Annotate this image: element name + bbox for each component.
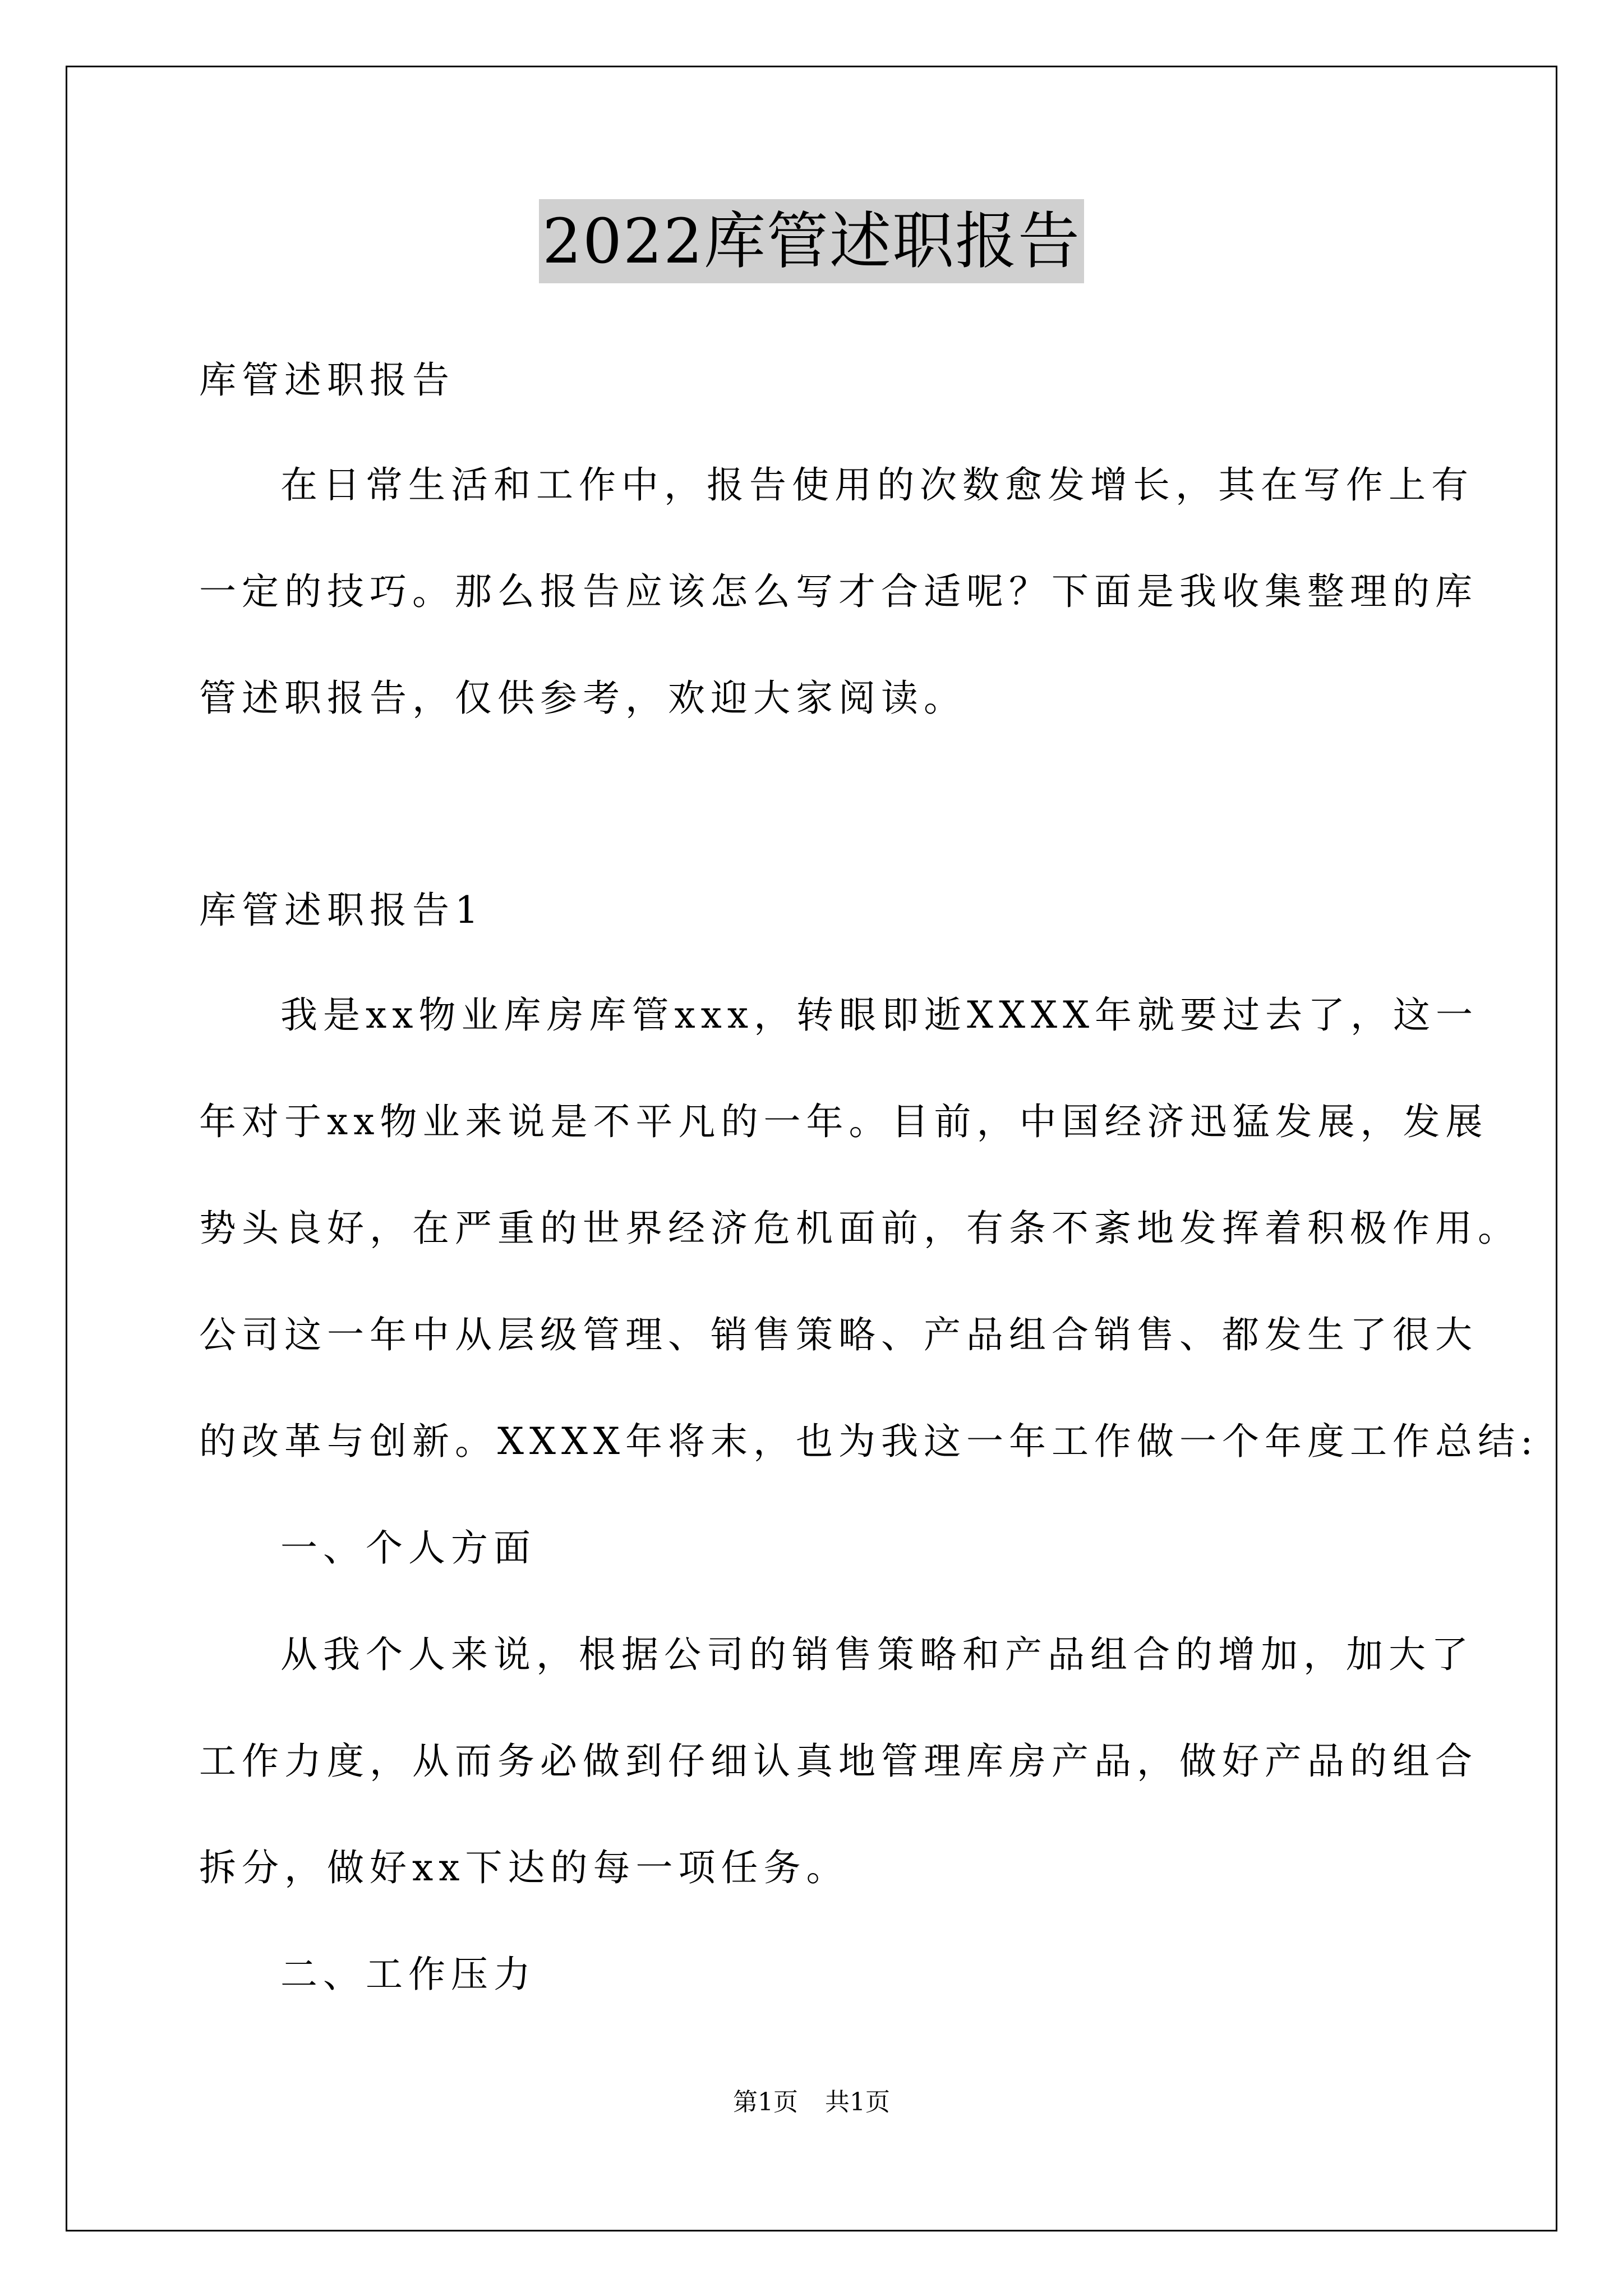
subheading: 二、工作压力 (280, 1953, 536, 1996)
paragraph-line: 势头良好，在严重的世界经济危机面前，有条不紊地发挥着积极作用。 (199, 1207, 1520, 1250)
paragraph-line: 的改革与创新。XXXX年将末，也为我这一年工作做一个年度工作总结: (199, 1420, 1539, 1463)
page-footer (0, 2086, 1623, 2119)
paragraph-line: 一定的技巧。那么报告应该怎么写才合适呢？下面是我收集整理的库 (199, 570, 1478, 613)
paragraph-line: 工作力度，从而务必做到仔细认真地管理库房产品，做好产品的组合 (199, 1740, 1478, 1783)
page-number: 第1页 (733, 2088, 798, 2116)
paragraph-line: 我是xx物业库房库管xxx，转眼即逝XXXX年就要过去了，这一 (280, 993, 1479, 1037)
paragraph-line: 从我个人来说，根据公司的销售策略和产品组合的增加，加大了 (280, 1633, 1474, 1676)
paragraph-line: 在日常生活和工作中，报告使用的次数愈发增长，其在写作上有 (280, 463, 1474, 507)
paragraph-line: 管述职报告，仅供参考，欢迎大家阅读。 (199, 677, 966, 720)
paragraph-line: 公司这一年中从层级管理、销售策略、产品组合销售、都发生了很大 (199, 1313, 1478, 1356)
paragraph-line: 年对于xx物业来说是不平凡的一年。目前，中国经济迅猛发展，发展 (199, 1100, 1488, 1143)
section-heading: 库管述职报告1 (199, 889, 484, 932)
subheading: 一、个人方面 (280, 1526, 536, 1570)
page-total: 共1页 (825, 2088, 890, 2116)
document-title-row (0, 199, 1623, 302)
document-title: 2022库管述职报告 (539, 199, 1084, 283)
subtitle: 库管述职报告 (199, 358, 455, 402)
paragraph-line: 拆分，做好xx下达的每一项任务。 (199, 1846, 849, 1889)
